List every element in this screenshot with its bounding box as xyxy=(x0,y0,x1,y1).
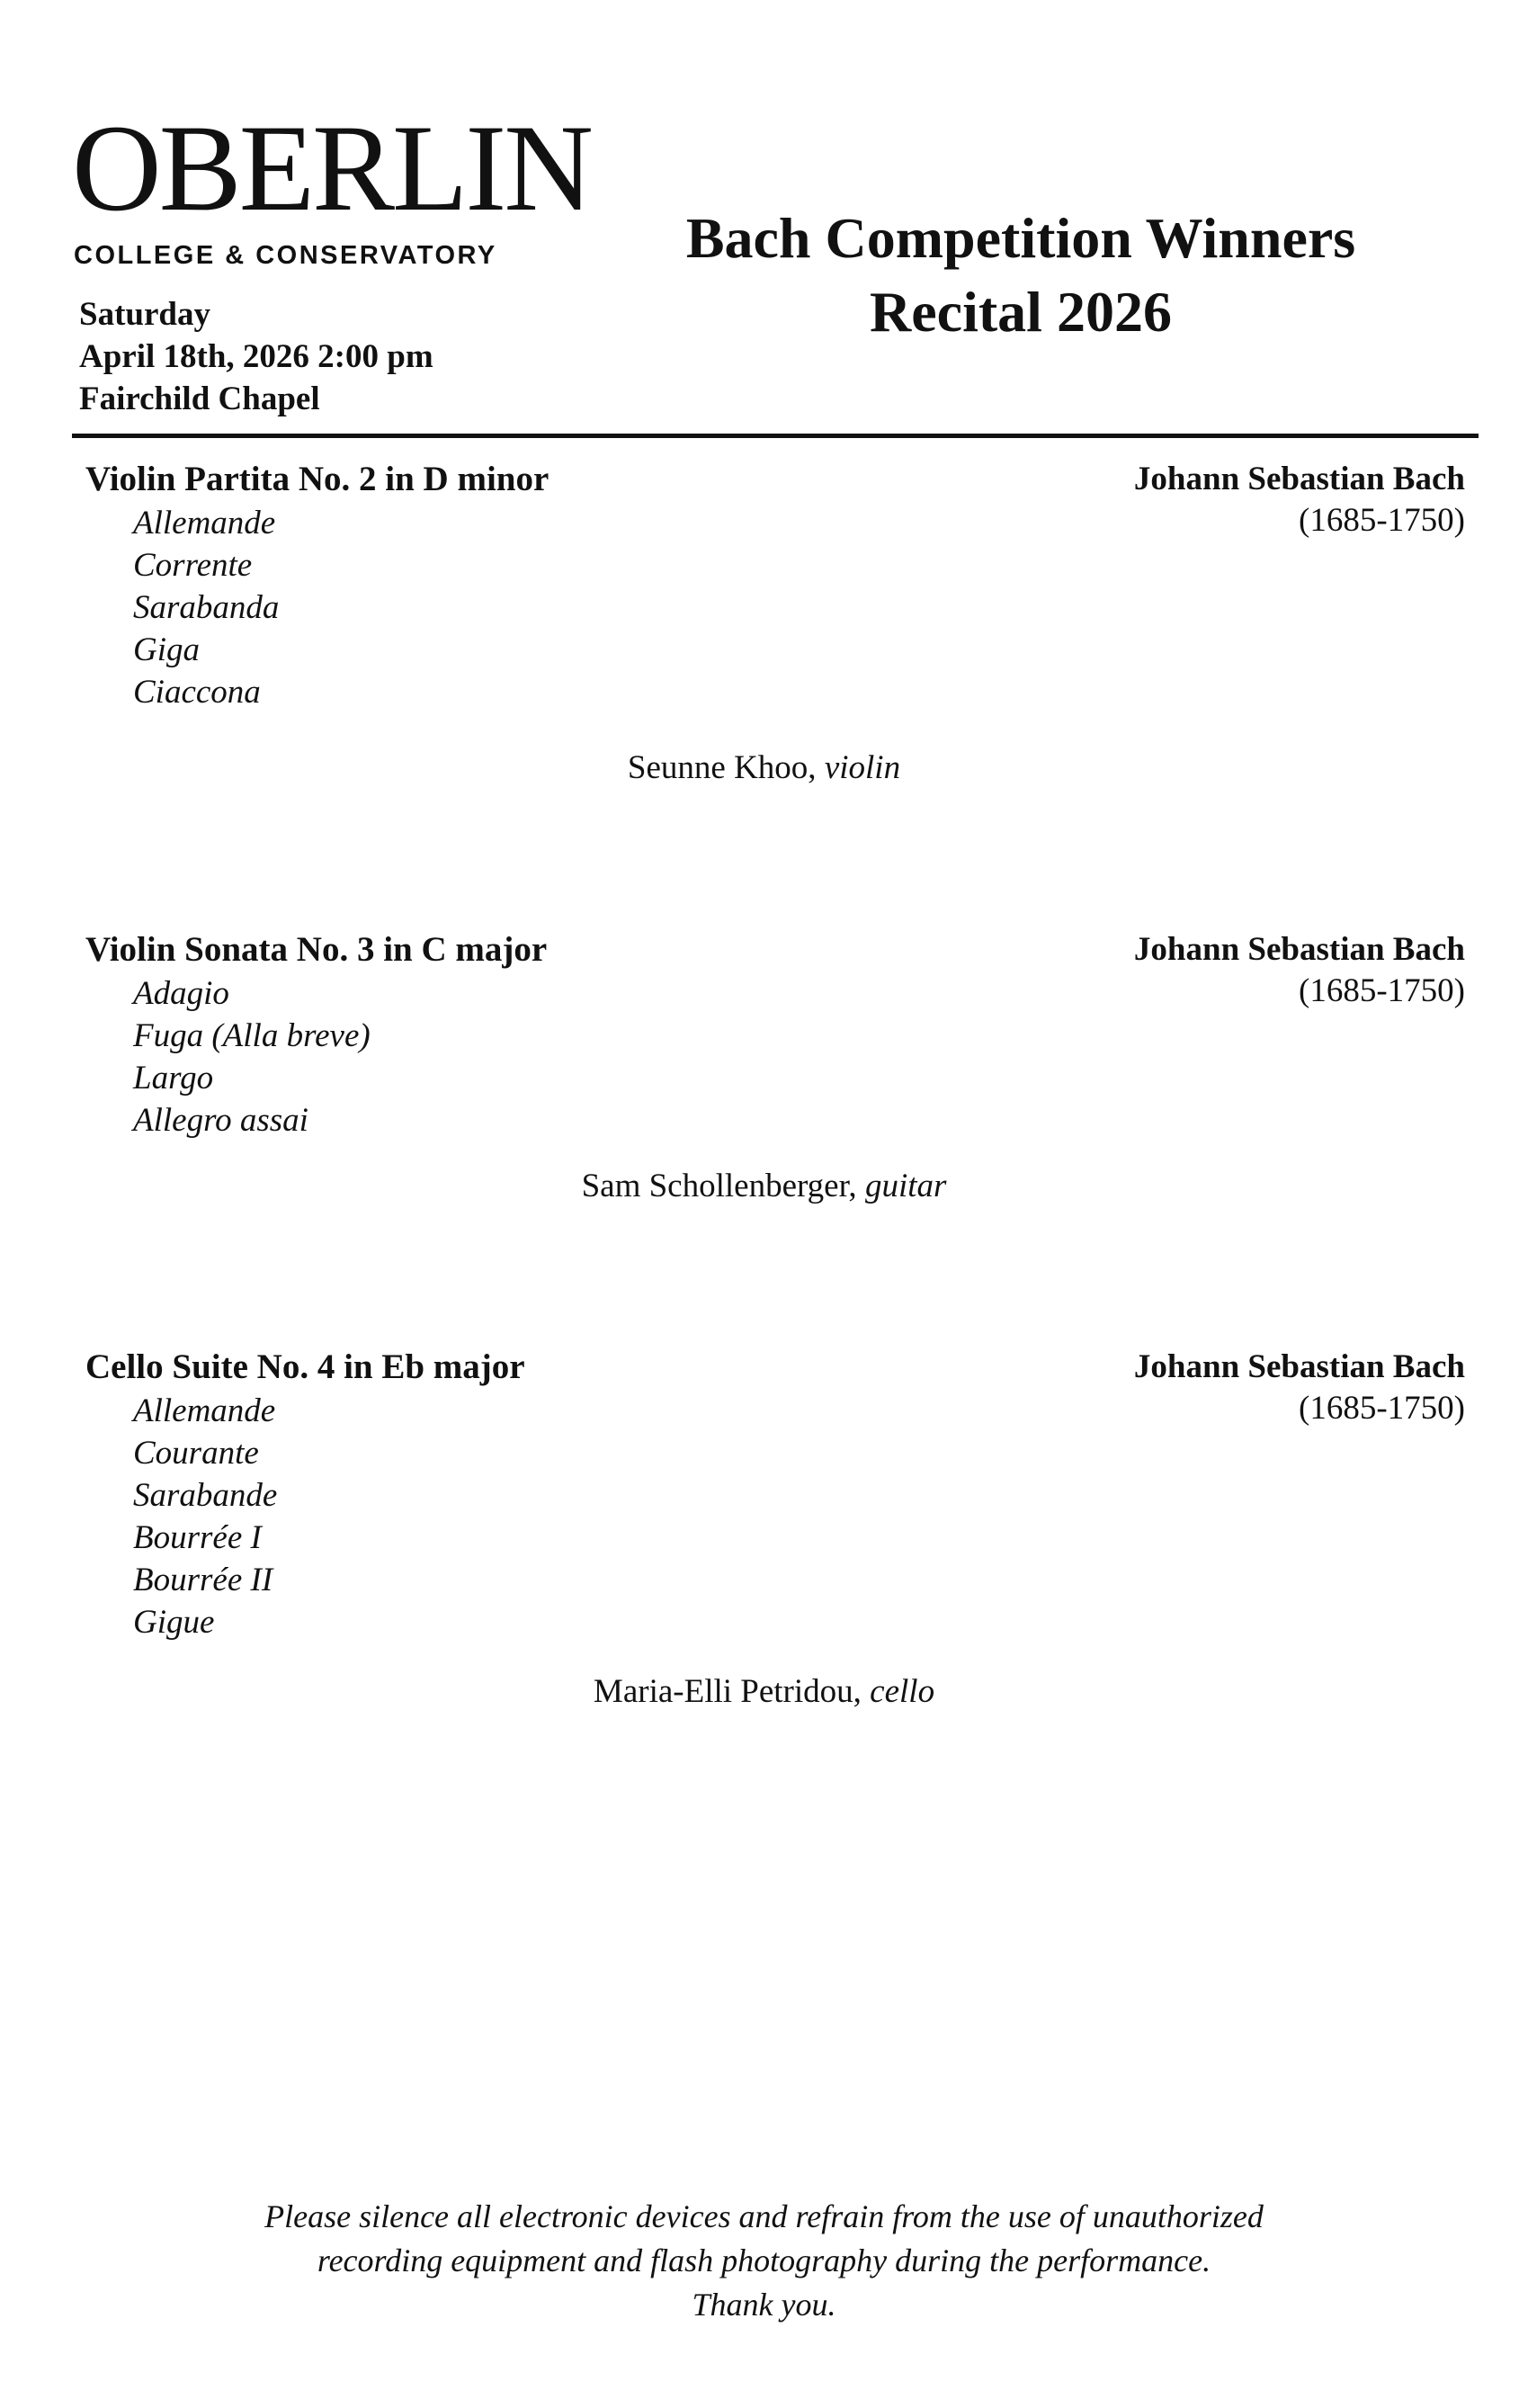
movement-list xyxy=(133,502,279,713)
movement-list xyxy=(133,1390,277,1643)
composer-dates: (1685-1750) xyxy=(1299,1390,1465,1427)
header-divider xyxy=(72,434,1479,438)
composer-name: Johann Sebastian Bach xyxy=(1133,931,1465,968)
movement: Fuga (Alla breve) xyxy=(133,1017,371,1054)
movement: Giga xyxy=(133,631,200,668)
event-info xyxy=(79,293,433,420)
movement: Sarabanda xyxy=(133,589,280,626)
composer xyxy=(1134,459,1465,542)
performer-name: Maria-Elli Petridou, xyxy=(593,1673,862,1710)
composer xyxy=(1134,1347,1465,1429)
piece-title: Violin Partita No. 2 in D minor xyxy=(85,460,550,498)
event-date-time: April 18th, 2026 2:00 pm xyxy=(79,338,433,375)
piece-title: Cello Suite No. 4 in Eb major xyxy=(85,1347,525,1386)
performer xyxy=(0,748,1528,787)
movement: Corrente xyxy=(133,547,253,584)
footer-line: Please silence all electronic devices and refrain from the use of unauthorized xyxy=(264,2198,1264,2234)
concert-title-line1: Bach Competition Winners xyxy=(685,206,1356,270)
movement: Allemande xyxy=(133,505,276,542)
performer xyxy=(0,1672,1528,1711)
performer xyxy=(0,1167,1528,1205)
piece-title: Violin Sonata No. 3 in C major xyxy=(85,930,548,969)
concert-title xyxy=(594,201,1448,349)
movement: Bourrée I xyxy=(133,1519,262,1556)
movement: Sarabande xyxy=(133,1477,278,1514)
performer-name: Seunne Khoo, xyxy=(627,749,817,786)
logo-wordmark: OBERLIN xyxy=(72,99,591,237)
movement: Allegro assai xyxy=(133,1102,308,1139)
movement-list xyxy=(133,972,371,1141)
performer-name: Sam Schollenberger, xyxy=(581,1168,857,1204)
footer-notice xyxy=(0,2195,1528,2327)
concert-title-line2: Recital 2026 xyxy=(870,280,1172,344)
footer-line: recording equipment and flash photography during the performance. xyxy=(317,2242,1211,2278)
movement: Largo xyxy=(133,1060,214,1097)
movement: Bourrée II xyxy=(133,1562,273,1598)
movement: Allemande xyxy=(133,1392,276,1429)
composer-name: Johann Sebastian Bach xyxy=(1133,1348,1465,1385)
movement: Gigue xyxy=(133,1604,215,1641)
event-venue: Fairchild Chapel xyxy=(79,380,320,417)
movement: Adagio xyxy=(133,975,229,1012)
movement: Courante xyxy=(133,1435,259,1472)
logo-subtitle: COLLEGE & CONSERVATORY xyxy=(74,241,497,270)
footer-thanks: Thank you. xyxy=(692,2287,836,2323)
composer-dates: (1685-1750) xyxy=(1299,502,1465,539)
event-day: Saturday xyxy=(79,296,210,333)
composer-dates: (1685-1750) xyxy=(1299,972,1465,1009)
performer-instrument: cello xyxy=(870,1673,935,1710)
movement: Ciaccona xyxy=(133,674,261,711)
composer xyxy=(1134,929,1465,1012)
performer-instrument: guitar xyxy=(864,1168,947,1204)
composer-name: Johann Sebastian Bach xyxy=(1133,461,1465,497)
performer-instrument: violin xyxy=(824,749,901,786)
